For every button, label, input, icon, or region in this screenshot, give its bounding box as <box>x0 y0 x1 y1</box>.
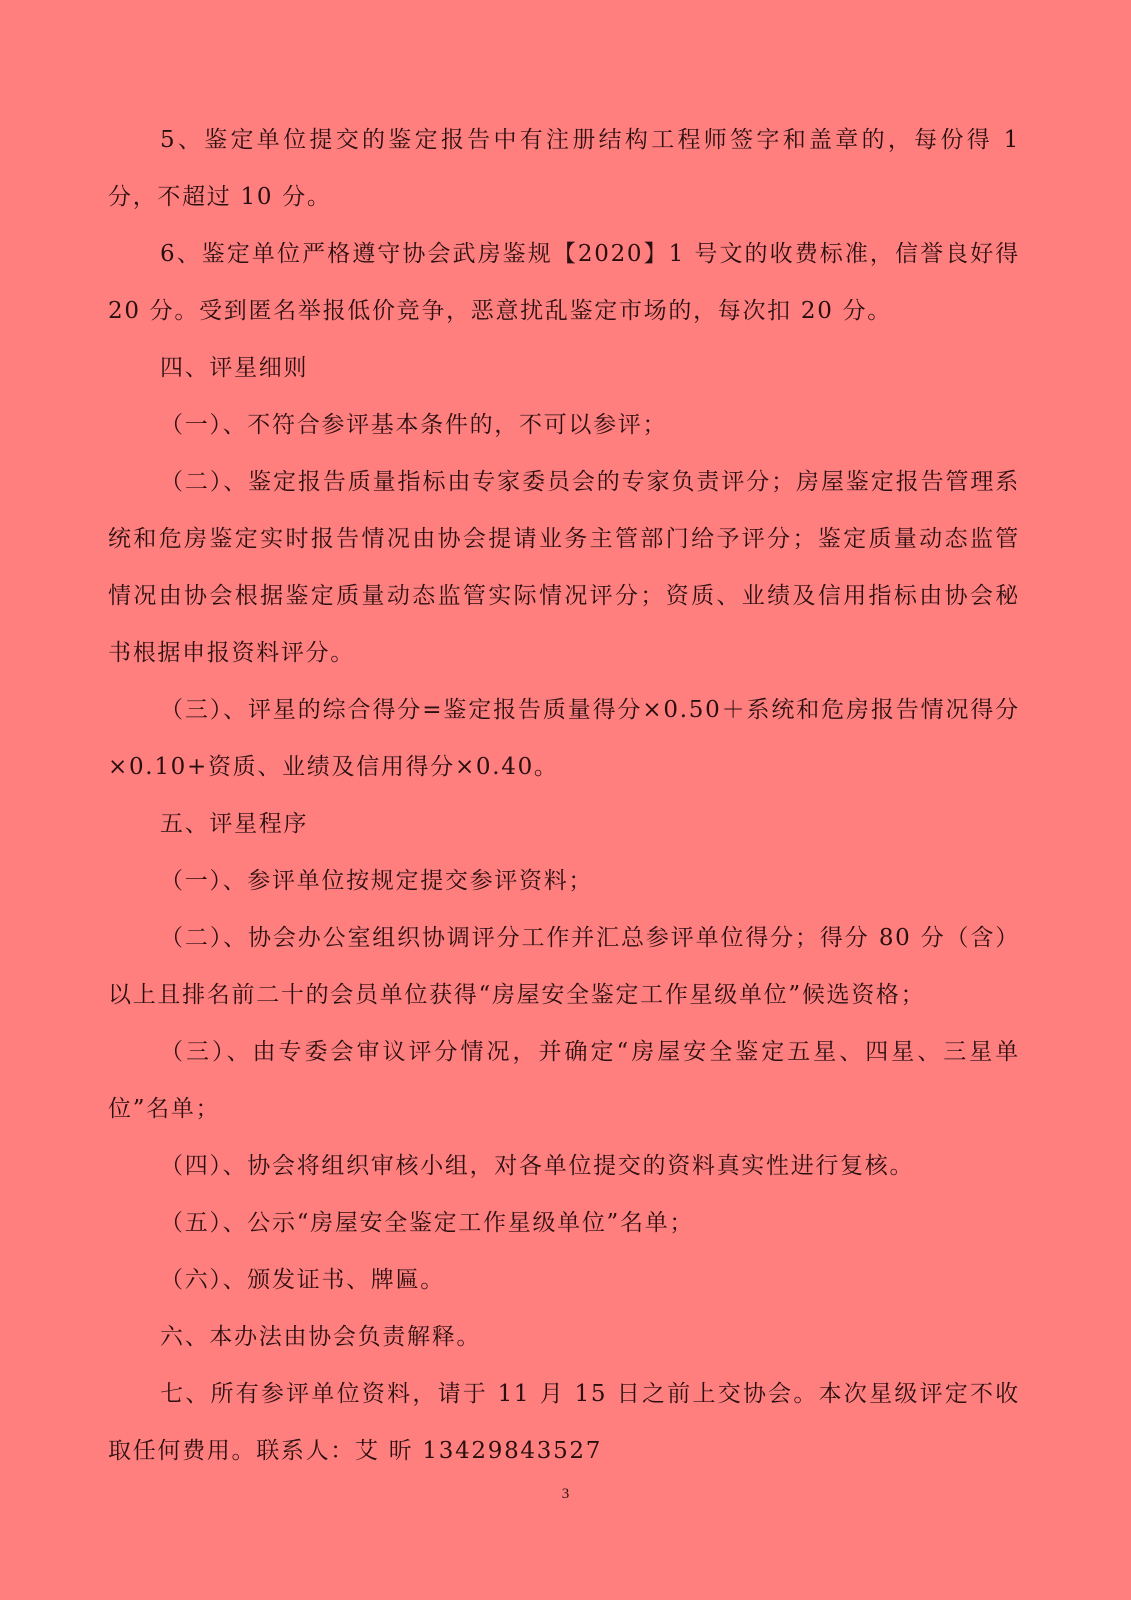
paragraph-rule-3: （三）、评星的综合得分=鉴定报告质量得分×0.50＋系统和危房报告情况得分×0.10+资质、业绩及信用得分×0.40。 <box>108 697 1020 780</box>
paragraph-procedure-5: （五）、公示“房屋安全鉴定工作星级单位”名单； <box>160 1210 695 1236</box>
page-number: 3 <box>561 1486 570 1502</box>
paragraph-procedure-2: （二）、协会办公室组织协调评分工作并汇总参评单位得分；得分 80 分（含）以上且排名前二十的会员单位获得“房屋安全鉴定工作星级单位”候选资格； <box>108 925 1020 1008</box>
paragraph-item-6-fees: 6、鉴定单位严格遵守协会武房鉴规【2020】1 号文的收费标准，信誉良好得 20 分。受到匿名举报低价竞争，恶意扰乱鉴定市场的，每次扣 20 分。 <box>108 241 1020 324</box>
document-body <box>108 112 1020 1480</box>
paragraph-submission-contact: 七、所有参评单位资料，请于 11 月 15 日之前上交协会。本次星级评定不收取任何费用。联系人：艾 昕 13429843527 <box>108 1381 1020 1464</box>
section-heading-rating-rules: 四、评星细则 <box>160 355 309 381</box>
paragraph-procedure-6: （六）、颁发证书、牌匾。 <box>160 1267 445 1293</box>
paragraph-procedure-1: （一）、参评单位按规定提交参评资料； <box>160 868 594 894</box>
paragraph-procedure-4: （四）、协会将组织审核小组，对各单位提交的资料真实性进行复核。 <box>160 1153 915 1179</box>
paragraph-procedure-3: （三）、由专委会审议评分情况，并确定“房屋安全鉴定五星、四星、三星单位”名单； <box>108 1039 1020 1122</box>
section-heading-interpretation: 六、本办法由协会负责解释。 <box>160 1324 482 1350</box>
paragraph-rule-2: （二）、鉴定报告质量指标由专家委员会的专家负责评分；房屋鉴定报告管理系统和危房鉴定实时报告情况由协会提请业务主管部门给予评分；鉴定质量动态监管情况由协会根据鉴定质量动态监管实际情况评分；资质、业绩及信用指标由协会秘书根据申报资料评分。 <box>108 469 1020 666</box>
paragraph-item-5-signature: 5、鉴定单位提交的鉴定报告中有注册结构工程师签字和盖章的，每份得 1 分，不超过 10 分。 <box>108 127 1020 210</box>
paragraph-rule-1: （一）、不符合参评基本条件的，不可以参评； <box>160 412 668 438</box>
section-heading-rating-procedure: 五、评星程序 <box>160 811 309 837</box>
